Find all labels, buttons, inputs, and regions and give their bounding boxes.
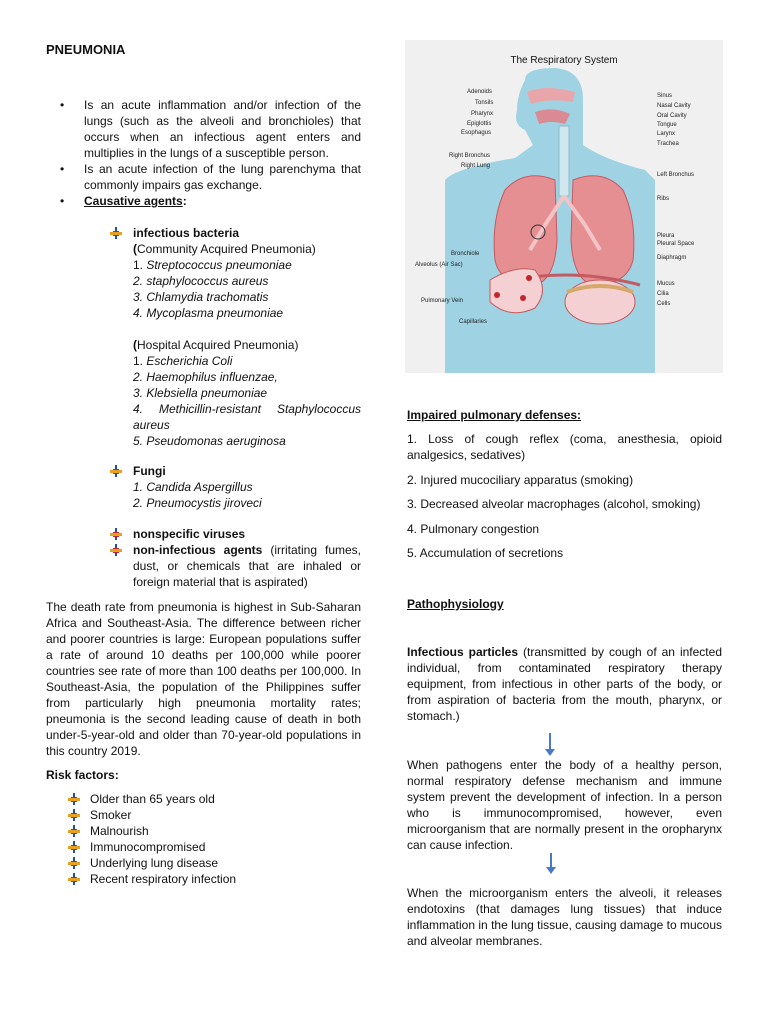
diagram-label: Epiglottis bbox=[467, 121, 492, 127]
hospital-label: (Hospital Acquired Pneumonia) bbox=[133, 338, 299, 352]
list-item: Malnourish bbox=[90, 823, 350, 839]
death-rate-paragraph: The death rate from pneumonia is highest in Sub-Saharan Africa and Southeast-Asia. The difference between richer and poorer countries is large: European populations suffer a rate of around 10 deaths per 100,000 while poorer countries see rate of more than 100 deaths per 100,000. In Southeast-Asia, the population of the Philippines suffer from particularly high pneumonia mortality rates; pneumonia is the second leading cause of death in both under-5-year-old and older than 70-year-old populations in this country 2019. bbox=[46, 600, 361, 758]
patho-heading: Pathophysiology bbox=[407, 597, 504, 611]
list-item: Immunocompromised bbox=[90, 839, 350, 855]
diagram-label: Tonsils bbox=[475, 100, 494, 106]
defense-item: 1. Loss of cough reflex (coma, anesthesia, opioid analgesics, sedatives) bbox=[407, 432, 722, 462]
diagram-label: Bronchiole bbox=[451, 251, 480, 257]
defense-item: 4. Pulmonary congestion bbox=[407, 522, 540, 536]
diagram-label: Pulmonary Vein bbox=[421, 298, 464, 304]
flow-arrow-icon bbox=[549, 733, 551, 750]
diagram-label: Pharynx bbox=[471, 111, 494, 117]
diagram-label: Nasal Cavity bbox=[657, 103, 691, 109]
community-label: (Community Acquired Pneumonia) bbox=[133, 242, 316, 256]
diagram-label: Capillaries bbox=[459, 319, 488, 325]
bullet-icon: • bbox=[60, 162, 65, 176]
diagram-label: Pleura bbox=[657, 233, 675, 239]
bacteria-heading: infectious bacteria bbox=[133, 226, 240, 240]
defense-item: 3. Decreased alveolar macrophages (alcohol, smoking) bbox=[407, 497, 701, 511]
diagram-label: Cilia bbox=[657, 291, 669, 297]
flag-bullet-icon bbox=[110, 544, 122, 556]
bacteria-section: infectious bacteria (Community Acquired Pneumonia) 1. Streptococcus pneumoniae 2. staphylococcus aureus 3. Chlamydia trachomatis 4. Mycoplasma pneumoniae (Hospital Acquired Pneumonia) 1. Escherichia Coli 2. Haemophilus influenzae, 3. Klebsiella pneumoniae 4. Methicillin-resistant Staphylococcus aureus 5. Pseudomonas aeruginosa bbox=[133, 225, 361, 449]
diagram-label: Left Bronchus bbox=[657, 172, 695, 178]
diagram-label: Diaphragm bbox=[657, 255, 687, 261]
causative-heading: • Causative agents: bbox=[60, 194, 187, 208]
risk-heading: Risk factors: bbox=[46, 768, 119, 782]
list-item: Older than 65 years old bbox=[90, 791, 350, 807]
diagram-label: Alveolus (Air Sac) bbox=[415, 262, 463, 268]
diagram-title: The Respiratory System bbox=[510, 55, 618, 66]
flag-bullet-icon bbox=[68, 809, 80, 821]
diagram-label: Cells bbox=[657, 301, 671, 307]
flag-bullet-icon bbox=[68, 873, 80, 885]
diagram-label: Mucus bbox=[657, 281, 675, 287]
flag-bullet-icon bbox=[110, 465, 122, 477]
diagram-label: Trachea bbox=[657, 141, 679, 147]
other-agents: nonspecific viruses non-infectious agents (irritating fumes, dust, or chemicals that are inhaled or foreign material that is aspirated) bbox=[133, 526, 361, 590]
fungi-section: Fungi 1. Candida Aspergillus 2. Pneumocystis jiroveci bbox=[133, 463, 361, 511]
list-item: Underlying lung disease bbox=[90, 855, 350, 871]
flag-bullet-icon bbox=[68, 825, 80, 837]
definition-2: • Is an acute infection of the lung parenchyma that commonly impairs gas exchange. bbox=[60, 162, 361, 192]
bullet-icon: • bbox=[60, 98, 65, 112]
flag-bullet-icon bbox=[68, 841, 80, 853]
diagram-label: Adenoids bbox=[467, 89, 493, 95]
diagram-label: Sinus bbox=[657, 93, 673, 99]
diagram-label: Ribs bbox=[657, 196, 670, 202]
infectious-paragraph: Infectious particles (transmitted by cough of an infected individual, from contaminated respiratory therapy equipment, from infectious in other parts of the body, or from aspiration of bacteria from the mouth, pharynx, or stomach.) bbox=[407, 645, 722, 723]
diagram-label: Tongue bbox=[657, 122, 677, 128]
page-title: PNEUMONIA bbox=[46, 42, 126, 57]
diagram-label: Right Lung bbox=[461, 163, 491, 169]
defenses-heading: Impaired pulmonary defenses: bbox=[407, 408, 582, 422]
diagram-label: Right Bronchus bbox=[449, 153, 491, 159]
list-item: Recent respiratory infection bbox=[90, 871, 350, 887]
definition-1: • Is an acute inflammation and/or infection of the lungs (such as the alveoli and bronchioles) that occurs when an infectious agent enters and multiplies in the lungs of a susceptible person. bbox=[60, 98, 361, 160]
diagram-label: Larynx bbox=[657, 131, 676, 137]
flag-bullet-icon bbox=[68, 857, 80, 869]
defense-item: 2. Injured mucociliary apparatus (smoking) bbox=[407, 473, 634, 487]
respiratory-illustration bbox=[405, 40, 723, 373]
flag-bullet-icon bbox=[110, 528, 122, 540]
risk-list bbox=[90, 791, 350, 887]
definition-list bbox=[60, 97, 361, 209]
defense-item: 5. Accumulation of secretions bbox=[407, 546, 564, 560]
bullet-icon: • bbox=[60, 194, 65, 208]
list-item: Smoker bbox=[90, 807, 350, 823]
flag-bullet-icon bbox=[68, 793, 80, 805]
step2-paragraph: When the microorganism enters the alveoli, it releases endotoxins (that damages lung tissues) that induce inflammation in the lung tissue, causing damage to mucous and alveolar membranes. bbox=[407, 886, 722, 948]
respiratory-diagram bbox=[405, 40, 723, 373]
flow-arrow-icon bbox=[550, 853, 552, 868]
diagram-label: Esophagus bbox=[461, 130, 492, 136]
diagram-label: Pleural Space bbox=[657, 241, 695, 247]
flag-bullet-icon bbox=[110, 227, 122, 239]
step1-paragraph: When pathogens enter the body of a healthy person, normal respiratory defense mechanism and immune system prevent the development of infection. In a person who is immunocompromised, however, even microorganism that are normally present in the oropharynx can cause infection. bbox=[407, 758, 722, 852]
diagram-label: Oral Cavity bbox=[657, 113, 687, 119]
